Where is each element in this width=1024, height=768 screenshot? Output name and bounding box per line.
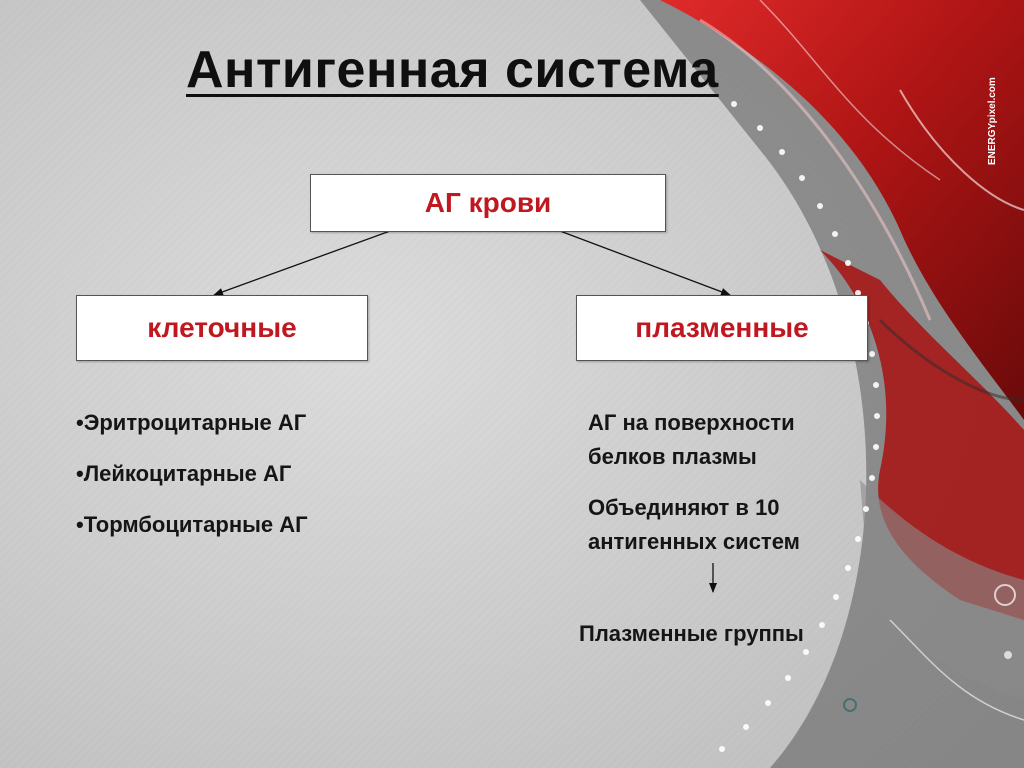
plasma-systems-line-2: антигенных систем bbox=[588, 529, 800, 554]
watermark-text: ENERGYpixel.com bbox=[987, 77, 998, 165]
plasma-description: АГ на поверхности белков плазмы bbox=[588, 410, 795, 469]
slide-title: Антигенная система bbox=[186, 41, 719, 99]
plasma-systems-note bbox=[588, 491, 878, 559]
cellular-node-box bbox=[76, 295, 368, 361]
plasma-node-box bbox=[576, 295, 868, 361]
list-item: •Лейкоцитарные АГ bbox=[76, 461, 292, 486]
list-item: •Эритроцитарные АГ bbox=[76, 410, 307, 435]
root-node-label: АГ крови bbox=[424, 187, 552, 218]
cellular-antigen-list bbox=[76, 406, 308, 559]
cellular-node-label: клеточные bbox=[147, 312, 297, 343]
plasma-node-label: плазменные bbox=[635, 312, 809, 343]
root-node-box bbox=[310, 174, 666, 232]
plasma-systems-line-1: Объединяют в 10 bbox=[588, 495, 780, 520]
plasma-groups-label: Плазменные группы bbox=[579, 621, 804, 646]
list-item: •Тормбоцитарные АГ bbox=[76, 512, 308, 537]
